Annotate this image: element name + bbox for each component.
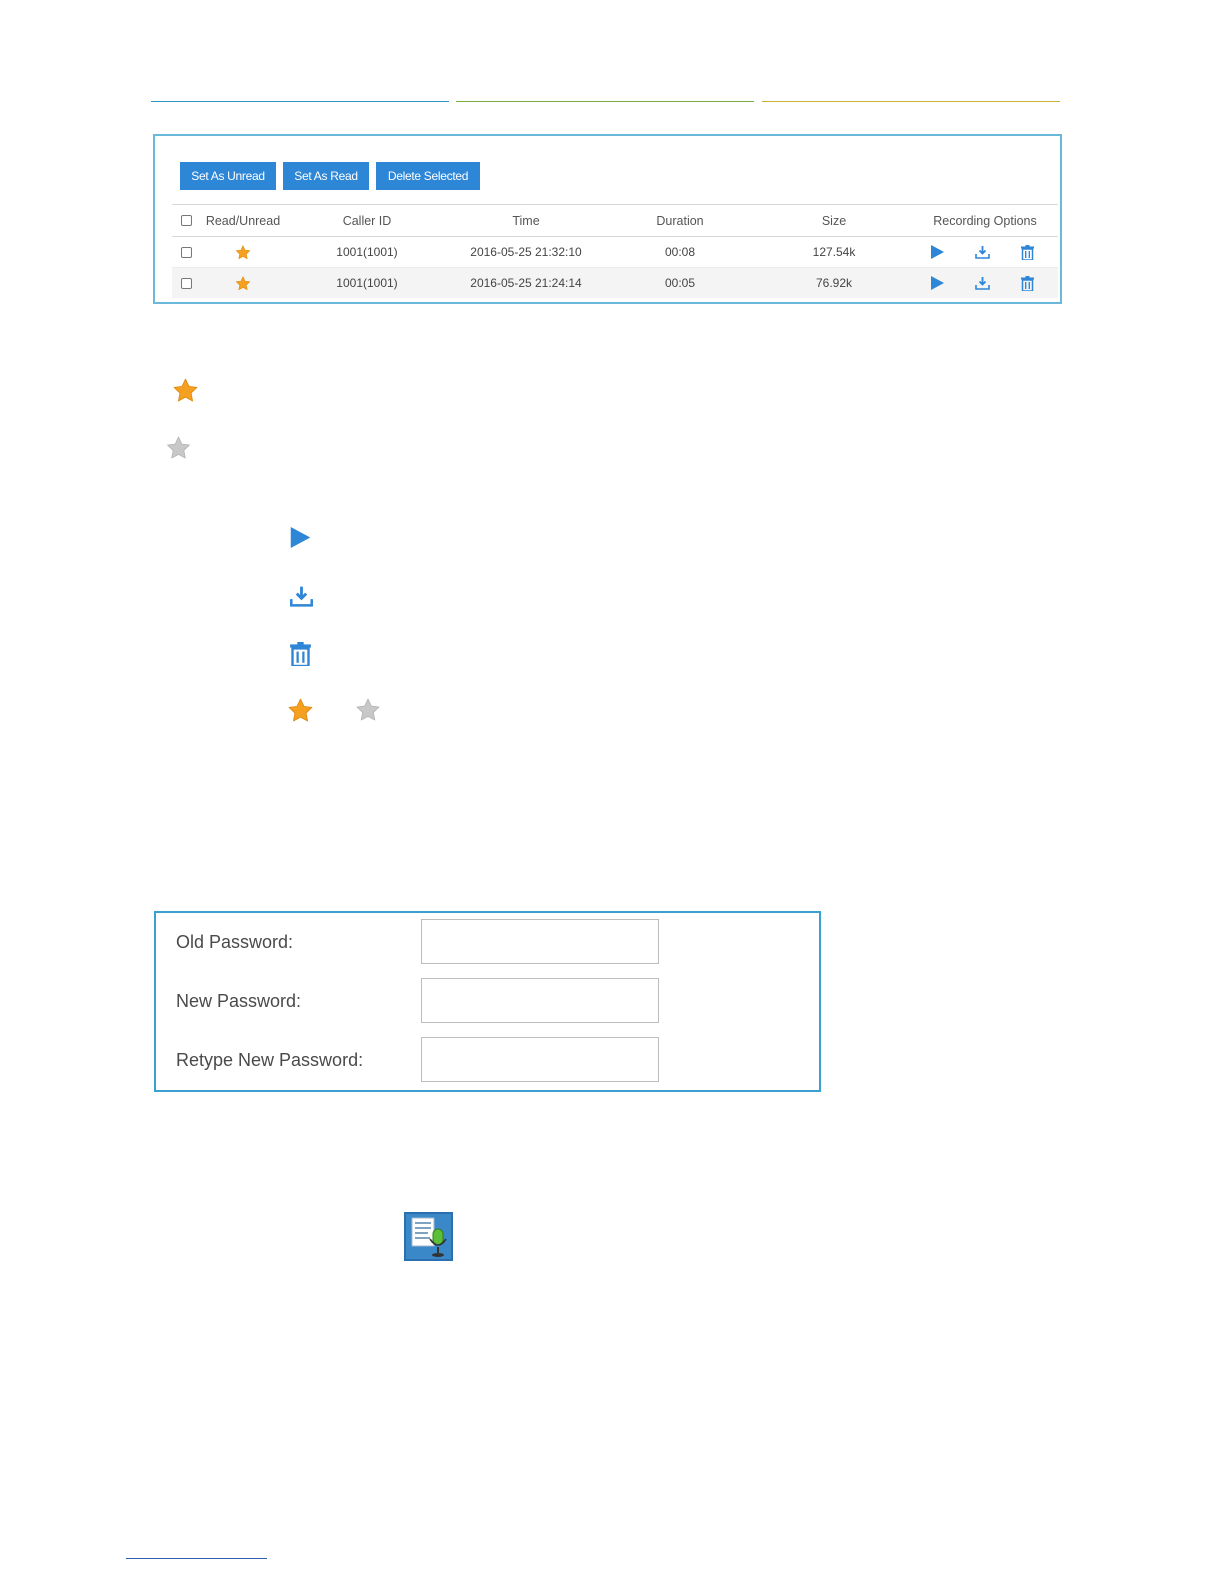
duration-cell: 00:08 bbox=[664, 245, 696, 259]
play-icon bbox=[290, 527, 311, 548]
caller-id-cell: 1001(1001) bbox=[336, 245, 398, 259]
download-icon bbox=[289, 585, 314, 607]
time-cell: 2016-05-25 21:32:10 bbox=[470, 245, 582, 259]
delete-selected-button[interactable]: Delete Selected bbox=[376, 162, 480, 190]
download-icon[interactable] bbox=[974, 275, 990, 291]
star-unread-icon bbox=[287, 698, 314, 723]
header-rule-blue bbox=[151, 101, 449, 102]
duration-cell: 00:05 bbox=[664, 276, 696, 290]
star-read-icon bbox=[355, 698, 381, 722]
recordings-panel bbox=[153, 134, 1062, 304]
old-password-label: Old Password: bbox=[176, 932, 294, 952]
table-row bbox=[172, 237, 1058, 268]
column-header-size[interactable]: Size bbox=[821, 213, 847, 228]
row-checkbox[interactable] bbox=[181, 247, 192, 258]
star-read-icon bbox=[166, 436, 191, 460]
column-header-time[interactable]: Time bbox=[512, 213, 540, 228]
header-rule-yellow bbox=[762, 101, 1060, 102]
retype-new-password-label: Retype New Password: bbox=[176, 1050, 364, 1070]
caller-id-cell: 1001(1001) bbox=[336, 276, 398, 290]
download-icon[interactable] bbox=[974, 244, 990, 260]
column-header-duration[interactable]: Duration bbox=[656, 213, 704, 228]
table-row bbox=[172, 268, 1058, 298]
read-status-cell bbox=[200, 237, 286, 267]
recording-options-cell bbox=[912, 237, 1058, 267]
set-as-read-button[interactable]: Set As Read bbox=[283, 162, 369, 190]
row-checkbox[interactable] bbox=[181, 278, 192, 289]
change-password-form bbox=[154, 911, 821, 1092]
recording-options-cell bbox=[912, 268, 1058, 298]
read-status-cell bbox=[200, 268, 286, 298]
delete-icon[interactable] bbox=[1019, 244, 1035, 260]
star-unread-icon bbox=[172, 378, 199, 403]
time-cell: 2016-05-25 21:24:14 bbox=[470, 276, 582, 290]
column-header-recording-options: Recording Options bbox=[933, 213, 1037, 228]
play-icon[interactable] bbox=[929, 275, 945, 291]
voice-recording-app-icon[interactable] bbox=[404, 1212, 453, 1261]
row-checkbox-cell bbox=[172, 237, 200, 267]
select-all-checkbox-cell bbox=[172, 205, 200, 236]
column-header-read-unread[interactable]: Read/Unread bbox=[205, 213, 281, 228]
column-header-caller-id[interactable]: Caller ID bbox=[342, 213, 392, 228]
star-unread-icon[interactable] bbox=[235, 245, 251, 260]
star-unread-icon[interactable] bbox=[235, 276, 251, 291]
row-checkbox-cell bbox=[172, 268, 200, 298]
play-icon[interactable] bbox=[929, 244, 945, 260]
set-as-unread-button[interactable]: Set As Unread bbox=[180, 162, 276, 190]
delete-icon[interactable] bbox=[1019, 275, 1035, 291]
footnote-rule bbox=[126, 1558, 267, 1559]
table-header bbox=[172, 205, 1058, 236]
new-password-field[interactable] bbox=[421, 978, 659, 1023]
retype-new-password-field[interactable] bbox=[421, 1037, 659, 1082]
size-cell: 76.92k bbox=[815, 276, 853, 290]
new-password-label: New Password: bbox=[176, 991, 302, 1011]
header-rule-green bbox=[456, 101, 754, 102]
size-cell: 127.54k bbox=[812, 245, 856, 259]
delete-icon bbox=[290, 642, 311, 666]
old-password-field[interactable] bbox=[421, 919, 659, 964]
select-all-checkbox[interactable] bbox=[181, 215, 192, 226]
